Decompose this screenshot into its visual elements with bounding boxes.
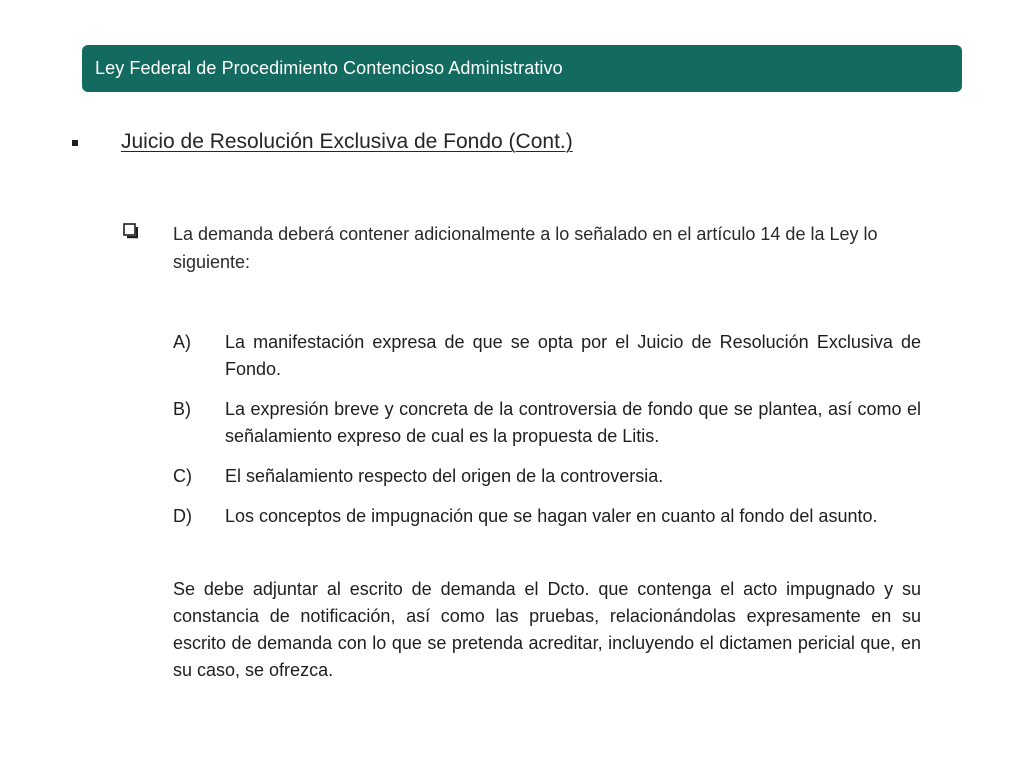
list-item [173, 503, 921, 530]
list-marker: D) [173, 506, 192, 526]
list-item-text: La manifestación expresa de que se opta por el Juicio de Resolución Exclusiva de Fondo. [225, 332, 921, 379]
list-item [173, 329, 921, 383]
slide-title: Ley Federal de Procedimiento Contencioso Administrativo [95, 58, 563, 78]
requirements-list [173, 329, 921, 543]
section-heading-row [72, 130, 932, 154]
list-item-text: La expresión breve y concreta de la controversia de fondo que se plantea, así como el señalamiento expreso de cual es la propuesta de Litis. [225, 399, 921, 446]
title-banner [82, 45, 962, 92]
list-item [173, 463, 921, 490]
list-marker: A) [173, 332, 191, 352]
square-bullet-icon [72, 140, 78, 146]
checkbox-outline-icon [123, 223, 139, 276]
intro-paragraph-row [123, 220, 923, 276]
list-item [173, 396, 921, 450]
section-heading: Juicio de Resolución Exclusiva de Fondo (Cont.) [121, 130, 573, 153]
closing-paragraph: Se debe adjuntar al escrito de demanda el Dcto. que contenga el acto impugnado y su constancia de notificación, así como las pruebas, relacionándolas expresamente en su escrito de demanda con lo que se pretenda acreditar, incluyendo el dictamen pericial que, en su caso, se ofrezca. [173, 579, 921, 680]
list-item-text: Los conceptos de impugnación que se hagan valer en cuanto al fondo del asunto. [225, 506, 878, 526]
intro-text: La demanda deberá contener adicionalmente a lo señalado en el artículo 14 de la Ley lo siguiente: [173, 224, 878, 272]
list-marker: B) [173, 399, 191, 419]
list-marker: C) [173, 466, 192, 486]
list-item-text: El señalamiento respecto del origen de la controversia. [225, 466, 664, 486]
